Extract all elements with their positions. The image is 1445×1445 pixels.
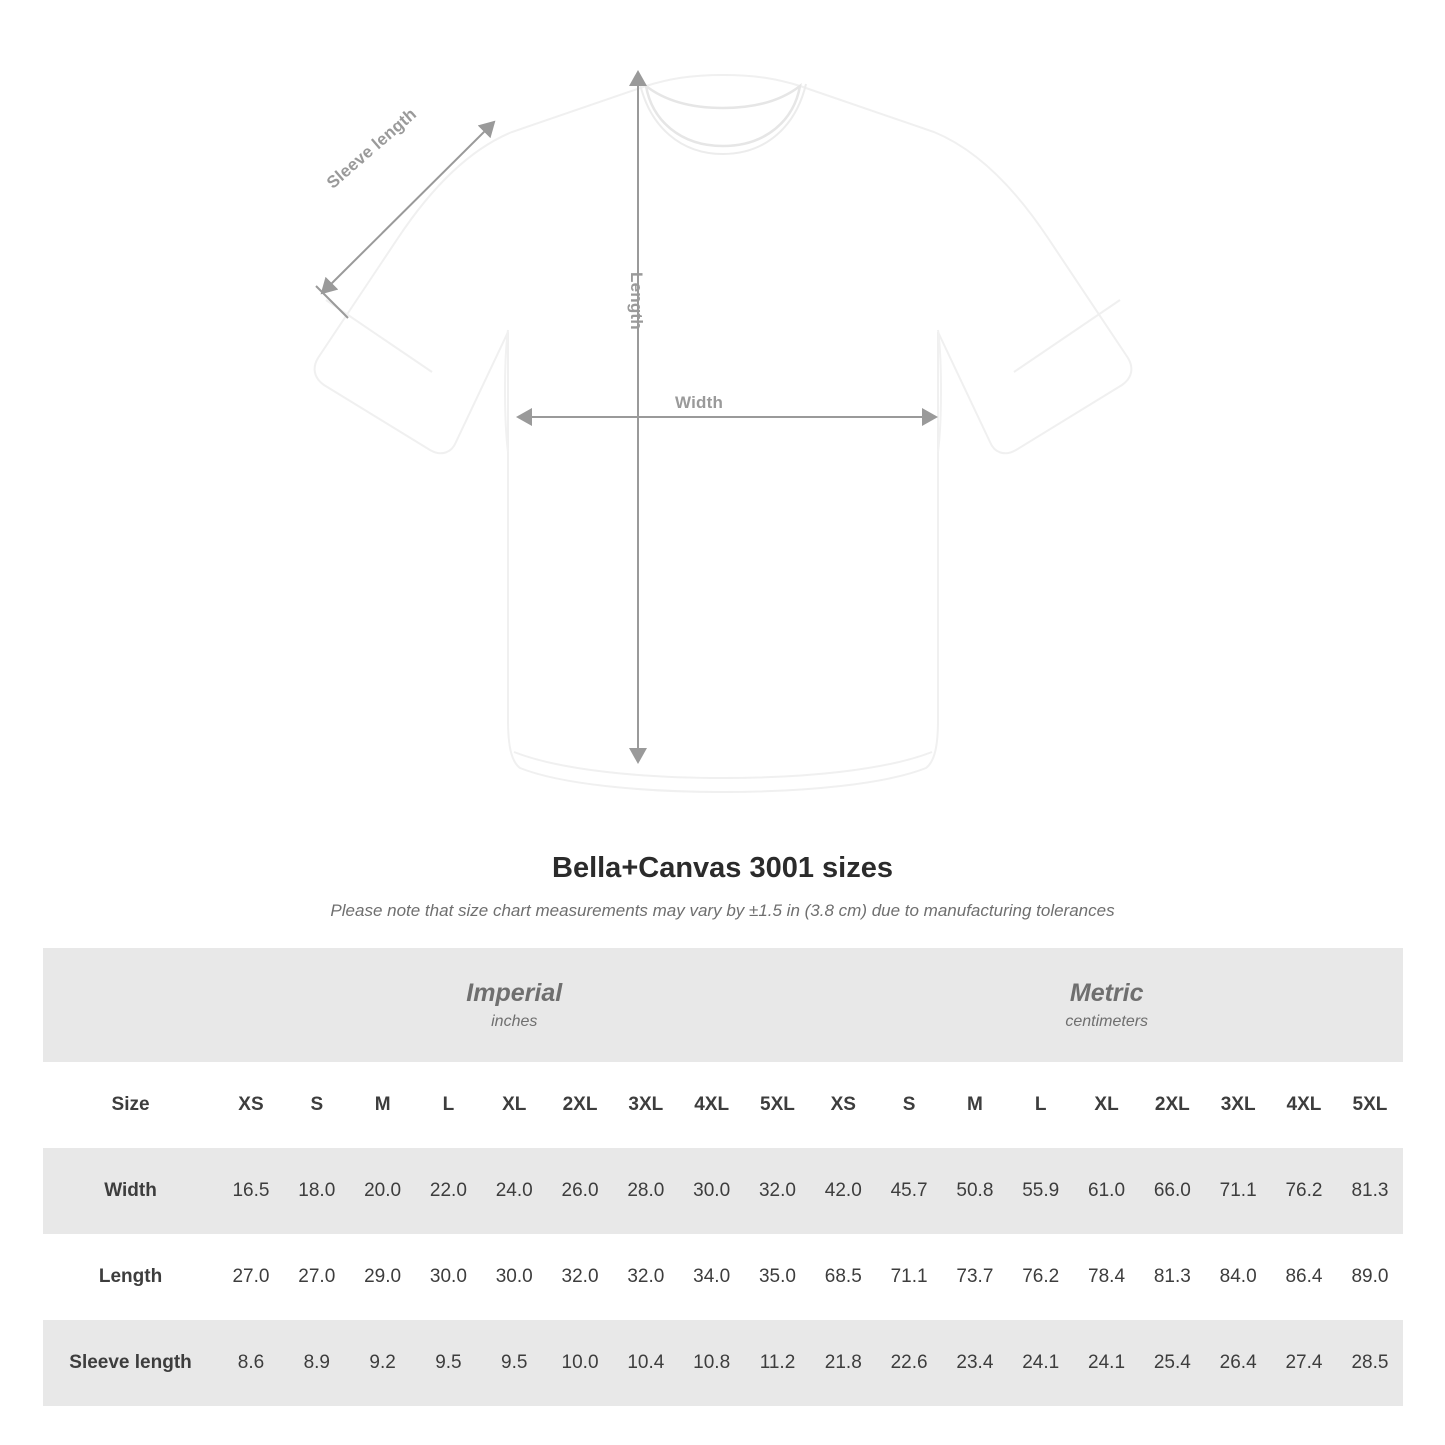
cell-width: 61.0 <box>1074 1148 1140 1234</box>
size-col-header: L <box>1008 1062 1074 1148</box>
cell-length: 29.0 <box>350 1234 416 1320</box>
size-row-header: Size <box>43 1062 218 1148</box>
cell-length: 27.0 <box>284 1234 350 1320</box>
metric-units: centimeters <box>1065 1013 1149 1031</box>
cell-sleeve: 9.5 <box>416 1320 482 1406</box>
cell-width: 42.0 <box>810 1148 876 1234</box>
cell-width: 81.3 <box>1337 1148 1403 1234</box>
table-row <box>43 1320 1403 1406</box>
cell-sleeve: 8.6 <box>218 1320 284 1406</box>
cell-sleeve: 11.2 <box>745 1320 811 1406</box>
cell-sleeve: 27.4 <box>1271 1320 1337 1406</box>
size-col-header: 2XL <box>1139 1062 1205 1148</box>
cell-width: 50.8 <box>942 1148 1008 1234</box>
size-table <box>43 948 1403 1406</box>
unit-spacer <box>43 948 218 1062</box>
width-label: Width <box>675 393 724 412</box>
imperial-units: inches <box>491 1013 538 1031</box>
cell-length: 76.2 <box>1008 1234 1074 1320</box>
cell-length: 27.0 <box>218 1234 284 1320</box>
unit-header-row <box>43 948 1403 1062</box>
page-title: Bella+Canvas 3001 sizes <box>552 852 893 884</box>
size-col-header: 2XL <box>547 1062 613 1148</box>
cell-length: 32.0 <box>547 1234 613 1320</box>
metric-group-header <box>810 948 1403 1062</box>
size-col-header: L <box>416 1062 482 1148</box>
cell-length: 35.0 <box>745 1234 811 1320</box>
row-label-length: Length <box>43 1234 218 1320</box>
cell-length: 78.4 <box>1074 1234 1140 1320</box>
cell-sleeve: 10.8 <box>679 1320 745 1406</box>
size-col-header: M <box>942 1062 1008 1148</box>
cell-length: 89.0 <box>1337 1234 1403 1320</box>
cell-sleeve: 10.0 <box>547 1320 613 1406</box>
cell-width: 71.1 <box>1205 1148 1271 1234</box>
cell-width: 26.0 <box>547 1148 613 1234</box>
table-row <box>43 1234 1403 1320</box>
size-header-row <box>43 1062 1403 1148</box>
cell-width: 18.0 <box>284 1148 350 1234</box>
cell-length: 84.0 <box>1205 1234 1271 1320</box>
cell-width: 55.9 <box>1008 1148 1074 1234</box>
size-col-header: 3XL <box>1205 1062 1271 1148</box>
cell-length: 34.0 <box>679 1234 745 1320</box>
size-table-wrapper <box>43 948 1403 1406</box>
size-col-header: 5XL <box>1337 1062 1403 1148</box>
size-col-header: M <box>350 1062 416 1148</box>
imperial-name: Imperial <box>466 978 563 1007</box>
cell-sleeve: 26.4 <box>1205 1320 1271 1406</box>
cell-length: 32.0 <box>613 1234 679 1320</box>
size-col-header: XS <box>810 1062 876 1148</box>
table-row <box>43 1148 1403 1234</box>
size-col-header: XL <box>1074 1062 1140 1148</box>
cell-length: 73.7 <box>942 1234 1008 1320</box>
size-col-header: S <box>284 1062 350 1148</box>
title-block <box>0 852 1445 921</box>
cell-length: 81.3 <box>1139 1234 1205 1320</box>
size-col-header: 4XL <box>679 1062 745 1148</box>
length-label: Length <box>627 272 646 330</box>
metric-name: Metric <box>1069 978 1144 1007</box>
sleeve-end-tick <box>316 286 348 318</box>
size-col-header: 5XL <box>745 1062 811 1148</box>
tolerance-note: Please note that size chart measurements may vary by ±1.5 in (3.8 cm) due to manufacturing tolerances <box>330 901 1115 920</box>
cell-length: 68.5 <box>810 1234 876 1320</box>
size-col-header: XS <box>218 1062 284 1148</box>
cell-sleeve: 10.4 <box>613 1320 679 1406</box>
cell-sleeve: 22.6 <box>876 1320 942 1406</box>
cell-width: 30.0 <box>679 1148 745 1234</box>
tshirt-shape <box>315 75 1132 792</box>
cell-sleeve: 23.4 <box>942 1320 1008 1406</box>
cell-width: 66.0 <box>1139 1148 1205 1234</box>
cell-length: 71.1 <box>876 1234 942 1320</box>
cell-width: 16.5 <box>218 1148 284 1234</box>
imperial-group-header <box>218 948 810 1062</box>
cell-width: 76.2 <box>1271 1148 1337 1234</box>
cell-width: 20.0 <box>350 1148 416 1234</box>
size-col-header: XL <box>481 1062 547 1148</box>
row-label-width: Width <box>43 1148 218 1234</box>
sleeve-length-label: Sleeve length <box>323 104 421 193</box>
cell-width: 28.0 <box>613 1148 679 1234</box>
cell-sleeve: 28.5 <box>1337 1320 1403 1406</box>
cell-sleeve: 21.8 <box>810 1320 876 1406</box>
cell-sleeve: 25.4 <box>1139 1320 1205 1406</box>
cell-length: 30.0 <box>416 1234 482 1320</box>
cell-sleeve: 9.2 <box>350 1320 416 1406</box>
cell-sleeve: 24.1 <box>1008 1320 1074 1406</box>
cell-sleeve: 24.1 <box>1074 1320 1140 1406</box>
cell-width: 24.0 <box>481 1148 547 1234</box>
cell-length: 86.4 <box>1271 1234 1337 1320</box>
size-col-header: 4XL <box>1271 1062 1337 1148</box>
cell-width: 22.0 <box>416 1148 482 1234</box>
cell-width: 32.0 <box>745 1148 811 1234</box>
cell-width: 45.7 <box>876 1148 942 1234</box>
row-label-sleeve-length: Sleeve length <box>43 1320 218 1406</box>
size-col-header: 3XL <box>613 1062 679 1148</box>
size-col-header: S <box>876 1062 942 1148</box>
cell-sleeve: 8.9 <box>284 1320 350 1406</box>
cell-sleeve: 9.5 <box>481 1320 547 1406</box>
cell-length: 30.0 <box>481 1234 547 1320</box>
